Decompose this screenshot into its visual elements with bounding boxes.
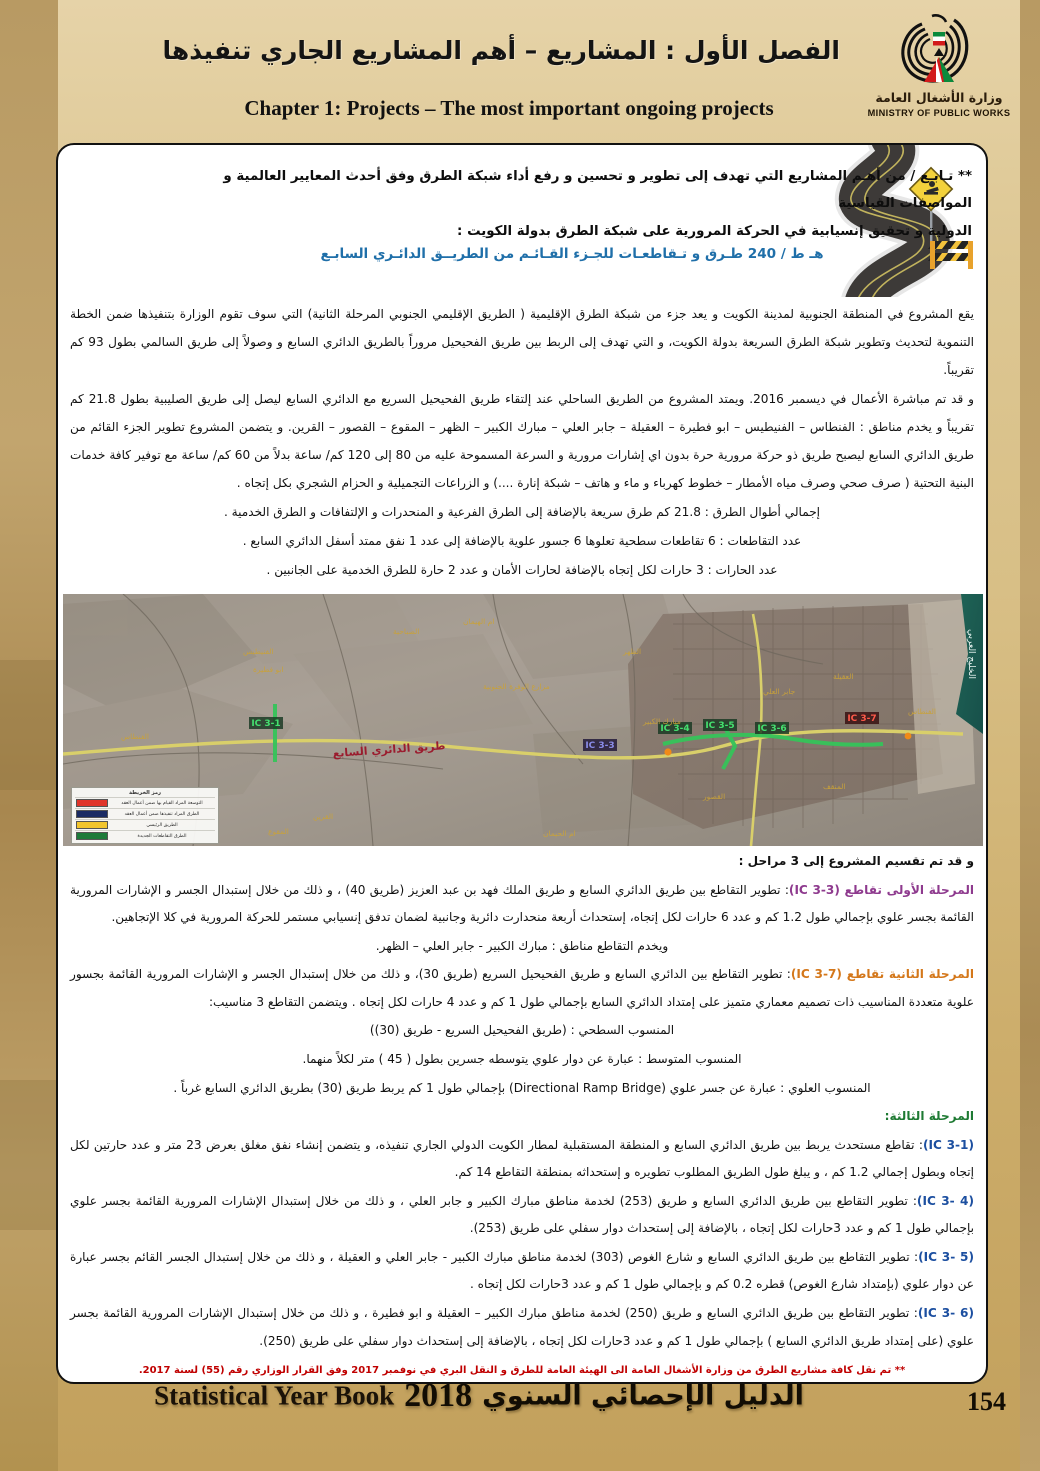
phase-3-item-text: : تطوير التقاطع بين طريق الدائري السابع و طريق (250) لخدمة مناطق مبارك الكبير – العقيلة و ابو فطيرة ، و ذلك من خلال إستبدال الإشارات المرورية القائمة بجسر علوي (على إمتداد طريق الدائري السابع ) بإجمالي طول 1 كم و عدد 3حارات لكل إتجاه ، بالإضافة إلى إستحداث دوار سفلي على طريق (250). xyxy=(70,1306,974,1348)
svg-text:IC 3-6: IC 3-6 xyxy=(757,724,787,734)
svg-text:IC 3-4: IC 3-4 xyxy=(660,724,690,734)
phase-2-level-surface: المنسوب السطحي : (طريق الفحيحيل السريع - طريق (30)) xyxy=(369,1023,675,1038)
ministry-logo xyxy=(864,12,1014,130)
map-legend-label: الطريق الرئيسي xyxy=(146,822,178,828)
phase-1 xyxy=(70,877,974,932)
description-paragraph-1: يقع المشروع في المنطقة الجنوبية لمدينة الكويت و يعد جزء من شبكة الطرق الإقليمية ( الطريق الإقليمي الجنوبي المرحلة الثانية) التي سوف تقوم الوزارة بتنفيذها ضمن الخطة التنموية لتحديث وتطوير شبكة الطرق السريعة بدولة الكويت، و التي تهدف إلى الربط بين طريق الفحيحيل مروراً بالطريق الدائري السابع و وصولاً إلى طريق السالمي بطول 93 كم تقريباً. xyxy=(70,307,974,378)
footer-title-english: Statistical Year Book xyxy=(154,1380,395,1411)
svg-text:الفنيطيس: الفنيطيس xyxy=(243,647,274,656)
map-legend-swatch-navy xyxy=(76,810,108,818)
map-legend xyxy=(71,787,219,844)
ministry-swirl-icon xyxy=(892,12,980,92)
phase-3-item-text: : تطوير التقاطع بين طريق الدائري السابع و طريق (253) لخدمة مناطق مبارك الكبير و جابر العلي ، و ذلك من خلال إستبدال الإشارات المرورية القائمة بجسر علوي بإجمالي طول 1 كم و عدد 3حارات لكل إتجاه ، بالإضافة إلى إستحداث دوار سفلي على طريق (253). xyxy=(70,1193,974,1236)
footer-title-arabic: الدليل الإحصائي السنوي xyxy=(482,1380,804,1412)
phase-2-level-middle: المنسوب المتوسط : عبارة عن دوار علوي يتوسطه جسرين بطول ( 45 ) متر لكلاً منهما. xyxy=(302,1051,742,1066)
map-legend-swatch-yellow xyxy=(76,821,108,829)
svg-text:مبارك الكبير: مبارك الكبير xyxy=(643,717,681,726)
map-legend-label: الطرق المراد تنفيذها ضمن أعمال العقد xyxy=(124,811,200,817)
intro-line-2: الدولية و تحقيق إنسيابية في الحركة المرورية على شبكة الطرق بدولة الكويت : xyxy=(457,223,972,239)
page-footer xyxy=(58,1375,1020,1449)
spec-total-road-length: إجمالي أطوال الطرق : 21.8 كم طرق سريعة بالإضافة إلى الطرق الفرعية و المنحدرات و الإلتفافات و الطرق الخدمية . xyxy=(223,505,821,520)
svg-text:IC 3-5: IC 3-5 xyxy=(705,721,735,731)
phase-2 xyxy=(70,961,974,1016)
transfer-footnote: ** تم نقل كافة مشاريع الطرق من وزارة الأشغال العامة الى الهيئة العامة للطرق و النقل البري في نوفمبر 2017 وفق القرار الوزاري رقم (55) لسنة 2017. xyxy=(138,1365,906,1376)
map-legend-swatch-red xyxy=(76,799,108,807)
project-description xyxy=(70,300,974,615)
project-location-map xyxy=(63,594,983,846)
project-subtitle: هـ ط / 240 طـرق و تـقاطعـات للجـزء القـائـم من الطريــق الدائـري السابـع xyxy=(320,246,824,262)
page-header xyxy=(58,0,1020,140)
phase-1-text: : تطوير التقاطع بين طريق الدائري السابع و طريق الملك فهد بن عبد العزيز (طريق 40) ، و ذلك من خلال إستبدال الجسر و الإشارات المرورية القائمة بجسر علوي بإجمالي طول 1.2 كم و عدد 6 حارات لكل إتجاه، إستحداث أربعة منحدارت دائرية وجانبية لضمان تدفق إنسيابي مستمر للحركة المرورية في كلا الإتجاهين. xyxy=(70,882,974,925)
map-legend-label: التوسعة المراد القيام بها ضمن أعمال العقد xyxy=(121,800,203,806)
content-card xyxy=(56,143,988,1384)
svg-text:العقيلة: العقيلة xyxy=(833,672,854,681)
map-legend-swatch-green xyxy=(76,832,108,840)
phase-3-item-code: (IC 3- 4) xyxy=(916,1193,974,1208)
footer-title-group xyxy=(58,1377,900,1415)
phases-heading: و قد تم تقسيم المشروع إلى 3 مراحل : xyxy=(738,854,974,868)
phase-3-item xyxy=(70,1244,974,1299)
svg-text:IC 3-3: IC 3-3 xyxy=(585,741,615,751)
svg-text:المقوع: المقوع xyxy=(268,827,289,836)
map-label-ic-3-5 xyxy=(703,719,737,731)
phase-3-item xyxy=(70,1132,974,1187)
map-label-ic-3-1 xyxy=(249,717,283,729)
chapter-title-arabic: الفصل الأول : المشاريع – أهم المشاريع الجاري تنفيذها xyxy=(162,36,840,65)
left-border-band-b xyxy=(0,1080,58,1230)
intro-paragraph xyxy=(212,163,972,245)
phase-2-level-upper: المنسوب العلوي : عبارة عن جسر علوي (Directional Ramp Bridge) بإجمالي طول 1 كم يربط طريق (30) بطريق الدائري السابع غرباً . xyxy=(173,1080,871,1095)
phase-1-note: ويخدم التقاطع مناطق : مبارك الكبير - جابر العلي – الظهر. xyxy=(375,938,669,953)
svg-text:ابو فطيرة: ابو فطيرة xyxy=(253,665,284,674)
svg-text:مزارع الوفرة الجنوبية: مزارع الوفرة الجنوبية xyxy=(483,682,550,691)
spec-intersections-count: عدد التقاطعات : 6 تقاطعات سطحية تعلوها 6 جسور علوية بالإضافة إلى عدد 1 نفق ممتد أسفل الدائري السابع . xyxy=(242,534,802,549)
project-phases xyxy=(70,848,974,1356)
map-label-ic-3-3 xyxy=(583,739,617,751)
ministry-name-arabic: وزارة الأشغال العامة xyxy=(875,90,1003,105)
map-legend-title: رمز الخريطة xyxy=(128,790,162,796)
map-legend-label: الطرق التقاطعات الجديدة xyxy=(137,833,187,839)
spec-lanes-count: عدد الحارات : 3 حارات لكل إتجاه بالإضافة لحارات الأمان و عدد 2 حارة للطرق الخدمية على الجانبين . xyxy=(266,563,778,578)
map-legend-row xyxy=(75,830,215,841)
svg-text:القصور: القصور xyxy=(703,792,726,801)
phase-3-item-code: (IC 3-1) xyxy=(922,1137,974,1152)
phase-3-item-code: (IC 3- 6) xyxy=(917,1306,975,1320)
map-label-gulf: الخليج العربي xyxy=(966,629,976,679)
map-label-ic-3-6 xyxy=(755,722,789,734)
svg-text:القرين: القرين xyxy=(313,812,334,821)
svg-text:المنقف: المنقف xyxy=(823,782,846,791)
svg-text:ام الحيمان: ام الحيمان xyxy=(543,829,576,838)
phase-2-text: : تطوير التقاطع بين الدائري السابع و طريق الفحيحيل السريع (طريق 30)، و ذلك من خلال إستبدال الجسر و الإشارات المرورية القائمة بجسور علوية متعددة المناسيب ذات تصميم معماري متميز على إمتداد الدائري السابع بإجمالي طول 1 كم و عدد 4 حارات لكل إتجاه . ويتضمن التقاطع 3 مناسيب: xyxy=(70,967,974,1009)
page-number: 154 xyxy=(967,1387,1006,1416)
svg-text:الفنطاس: الفنطاس xyxy=(908,707,937,716)
intro-line-1: ** تـابـع / من أهـم المشاريع التي تهدف إلى تطوير و تحسين و رفع أداء شبكة الطرق وفق أحدث المعايير العالمية و المواصفات القياسية xyxy=(223,169,972,212)
svg-text:الفنطاس: الفنطاس xyxy=(121,732,150,741)
svg-text:الصباحية: الصباحية xyxy=(393,627,420,636)
phase-3-item xyxy=(70,1188,974,1243)
map-legend-row xyxy=(75,797,215,808)
svg-text:IC 3-1: IC 3-1 xyxy=(251,719,281,729)
map-legend-row xyxy=(75,808,215,819)
map-legend-row xyxy=(75,819,215,830)
phase-3-item-code: (IC 3- 5) xyxy=(918,1249,974,1264)
phase-3-label: المرحلة الثالثة: xyxy=(884,1109,974,1124)
svg-text:ام الهيمان: ام الهيمان xyxy=(463,617,495,626)
left-border-band-a xyxy=(0,660,58,790)
svg-text:IC 3-7: IC 3-7 xyxy=(847,714,877,724)
map-label-ring-road: طريق الدائري السابع xyxy=(332,739,446,760)
phase-1-label: المرحلة الأولى تقاطع (IC 3-3) xyxy=(788,882,974,897)
ministry-name-english: MINISTRY OF PUBLIC WORKS xyxy=(867,108,1011,118)
phase-3-item-text: : تطوير التقاطع بين طريق الدائري السابع و شارع الغوص (303) لخدمة مناطق مبارك الكبير - جابر العلي و العقيلة ، و ذلك من خلال إستبدال الجسر القائم بجسر عبارة عن دوار علوي (بإمتداد شارع الغوص) قطره 0.2 كم و بإجمالي طول 1 كم و عدد 3حارات لكل إتجاه . xyxy=(70,1249,974,1292)
right-decorative-border xyxy=(1020,0,1040,1471)
footer-year: 2018 xyxy=(404,1377,473,1414)
svg-text:جابر العلي: جابر العلي xyxy=(763,687,796,696)
svg-text:الظهر: الظهر xyxy=(623,647,642,656)
phase-2-label: المرحلة الثانية تقاطع (IC 3-7) xyxy=(790,967,974,982)
phase-3-item xyxy=(70,1300,974,1355)
map-label-ic-3-7 xyxy=(845,712,879,724)
chapter-title-english: Chapter 1: Projects – The most important ongoing projects xyxy=(244,96,774,120)
phase-3-item-text: : تقاطع مستحدث يربط بين طريق الدائري السابع و المنطقة المستقبلية لمطار الكويت الدولي الجاري تنفيذه، و يتضمن إنشاء نفق مغلق بعرض 23 متر و عدد حارتين لكل إتجاه وبطول إجمالي 1.2 كم ، و يبلغ طول الطريق المطلوب تطويره و إستحداثه بمنطقة التقاطع 14 كم. xyxy=(70,1137,974,1180)
phase-3-heading xyxy=(70,1103,974,1131)
description-paragraph-2: و قد تم مباشرة الأعمال في ديسمبر 2016. ويمتد المشروع من الطريق الساحلي عند إلتقاء طريق الفحيحيل السريع مع الدائري السابع ليصل إلى طريق الصليبية بطول 21.8 كم تقريباً و يخدم مناطق : الفنطاس – الفنيطيس – ابو فطيرة – العقيلة – جابر العلي – مبارك الكبير – الظهر – المقوع – القصور – القرين. و يتضمن المشروع تطوير الجزء القائم من طريق الدائري السابع ليصبح طريق ذو حركة مرورية حرة بدون اي إشارات مرورية و السرعة المسموحة عليه من 80 إلى 120 كم/ ساعة بدلاً من 60 كم/ ساعة مع توفير كافة خدمات البنية التحتية ( صرف صحي وصرف مياه الأمطار – خطوط كهرباء و ماء و هاتف – شبكة إنارة ....) و الزراعات التجميلية و الحزام الشجري بكل إتجاه . xyxy=(70,392,974,491)
